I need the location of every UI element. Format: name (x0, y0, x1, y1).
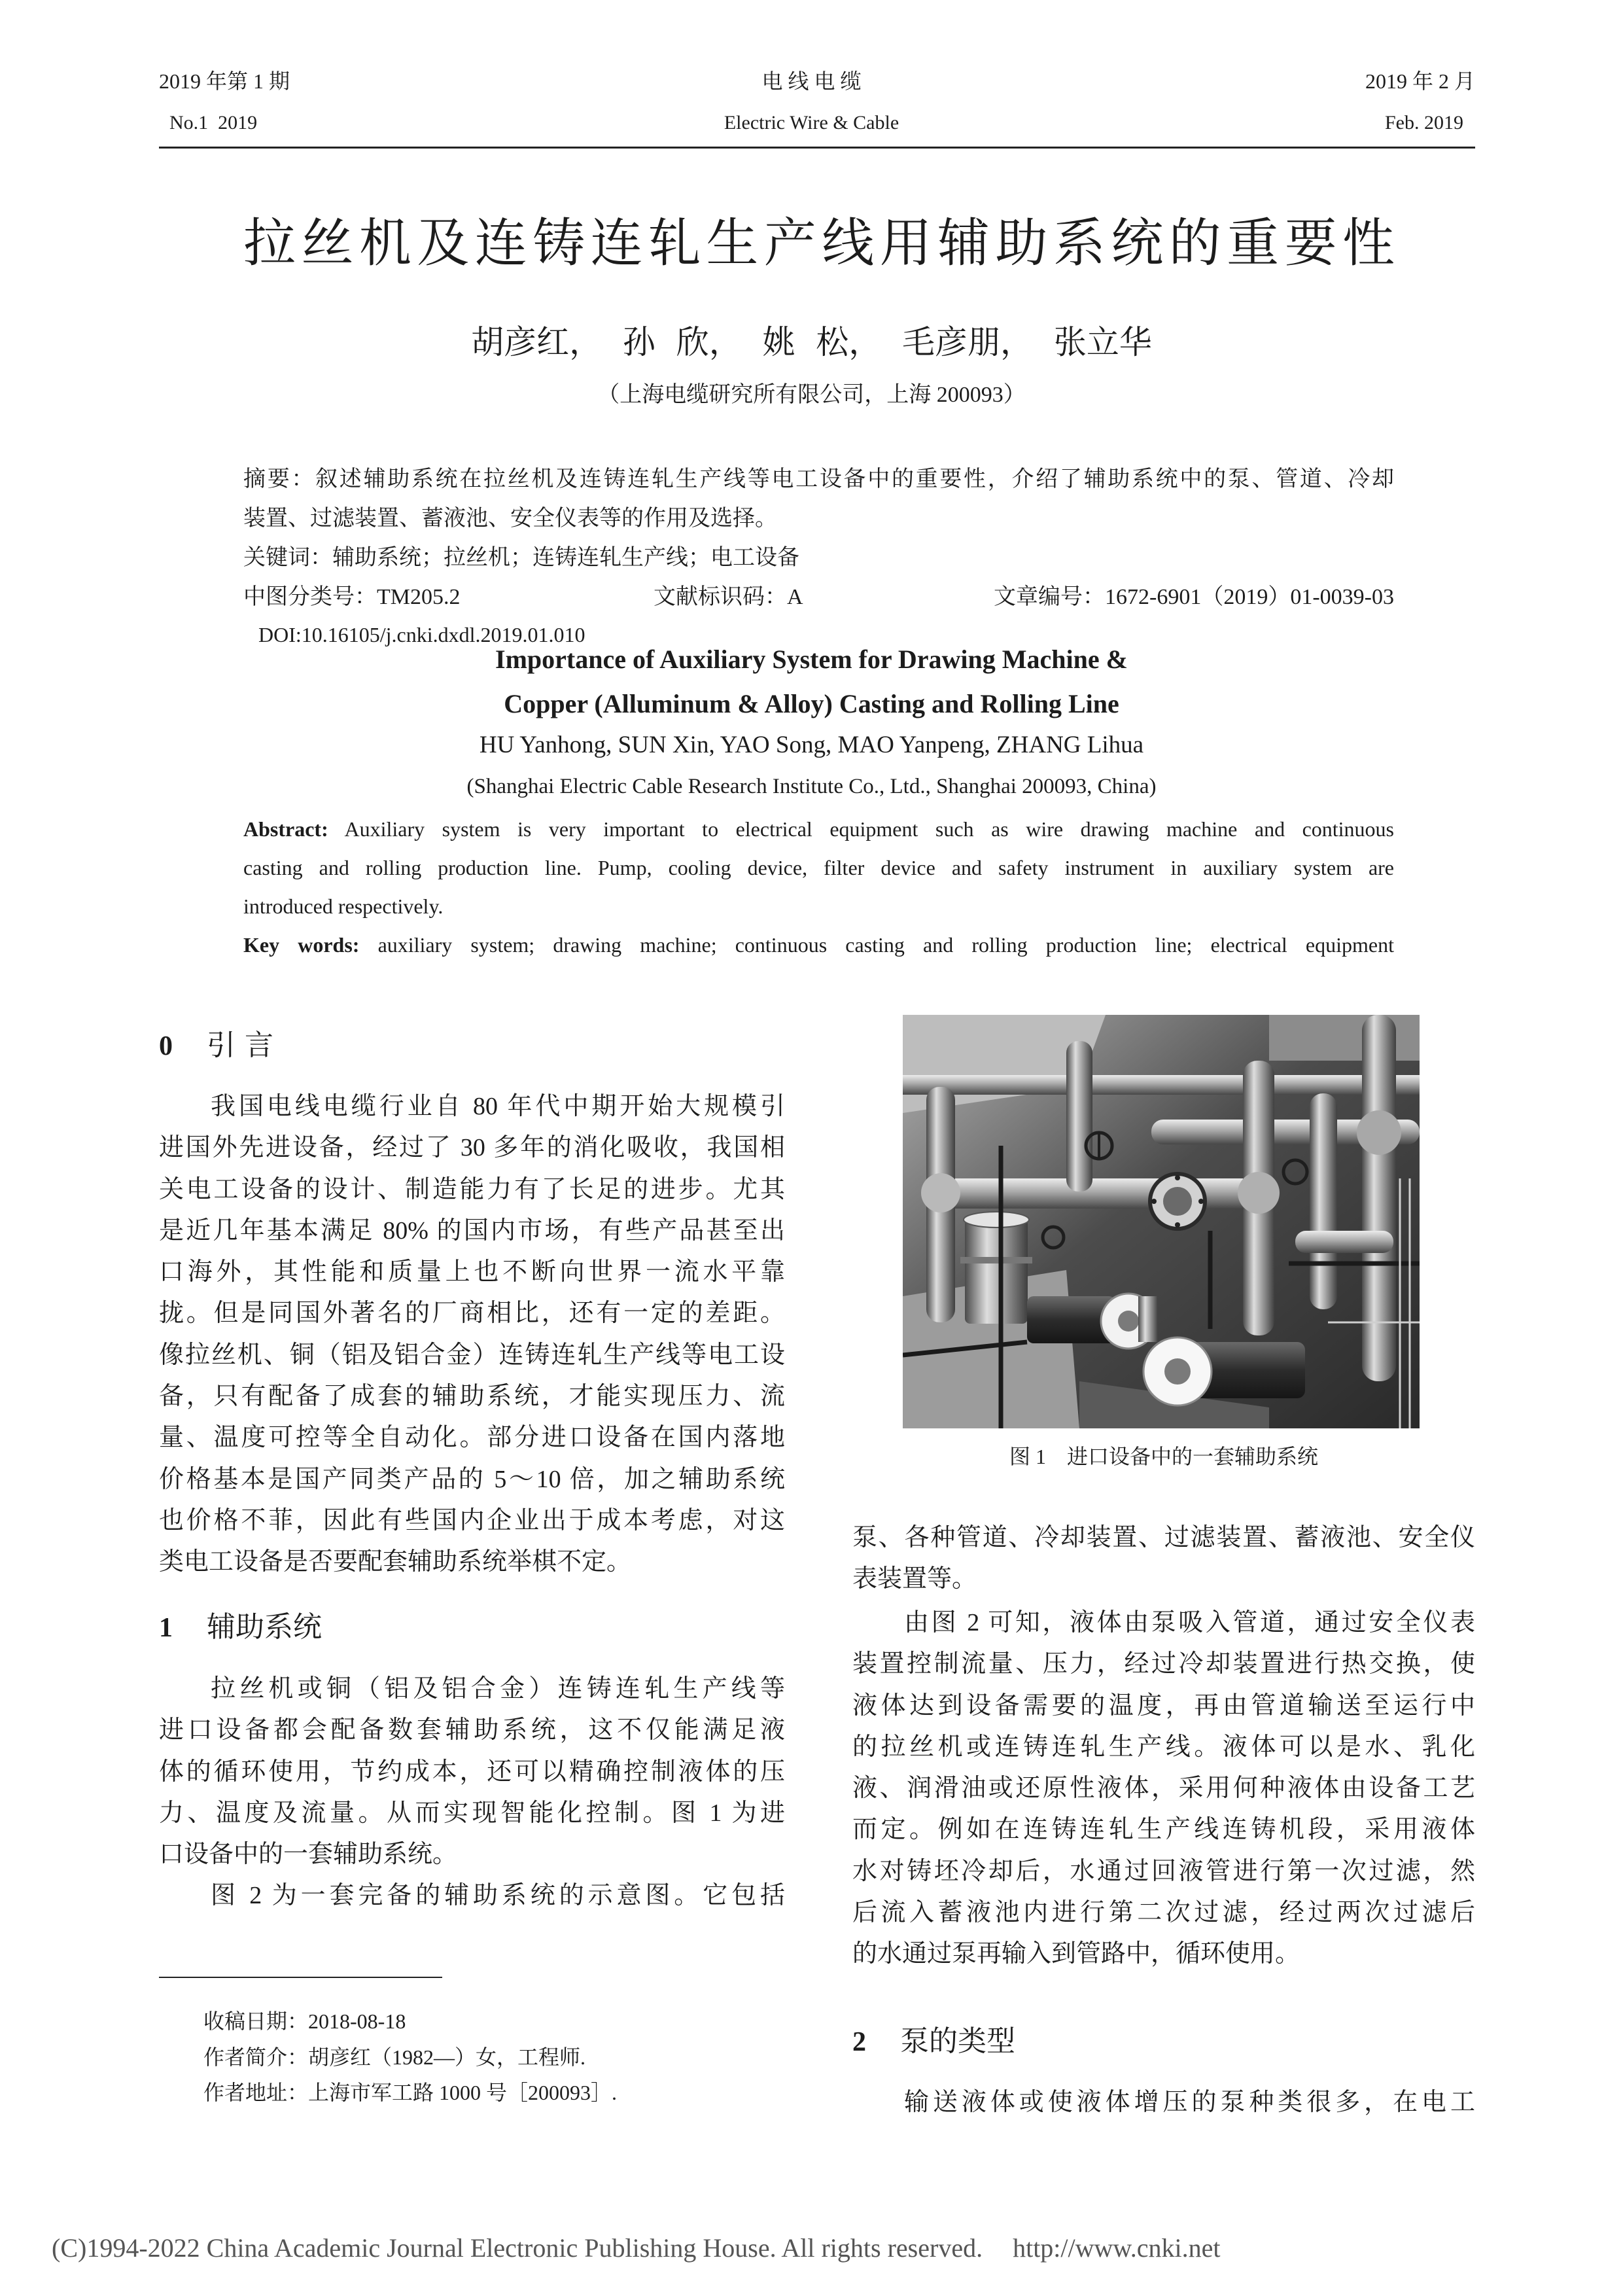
doi: DOI:10.16105/j.cnki.dxdl.2019.01.010 (258, 623, 585, 646)
sight-glass-flange (1150, 1174, 1205, 1229)
body-line: 拉丝机或铜（铝及铝合金）连铸连轧生产线等 (211, 1675, 785, 1703)
keywords-en-text: auxiliary system; drawing machine; continuous casting and rolling production line; electrical equipment (377, 933, 1394, 957)
affiliation-cn: （上海电缆研究所有限公司，上海 200093） (597, 383, 1026, 407)
abstract-en (243, 810, 1394, 964)
section-title: 泵的类型 (900, 2024, 1015, 2058)
body-line: 像拉丝机、铜（铝及铝合金）连铸连轧生产线等电工设 (159, 1341, 785, 1369)
section-0-heading (159, 1025, 273, 1066)
figure-1-caption-text: 进口设备中的一套辅助系统 (1067, 1445, 1319, 1468)
footnotes (203, 2004, 617, 2111)
body-line: 是近几年基本满足 80% 的国内市场，有些产品甚至出 (159, 1216, 785, 1245)
title-en-line: Importance of Auxiliary System for Drawing Machine & (495, 645, 1128, 674)
abstract-en-line: casting and rolling production line. Pump, cooling device, filter device and safety instrument in auxiliary system are (243, 856, 1394, 879)
body-line: 进国外先进设备，经过了 30 多年的消化吸收，我国相 (159, 1134, 785, 1162)
abstract-en-text: Auxiliary system is very important to electrical equipment such as wire drawing machine and continuous (344, 817, 1394, 841)
section-title: 辅助系统 (207, 1610, 322, 1644)
section-1-body (159, 1669, 785, 1917)
right-paragraph-a (852, 1517, 1475, 1600)
body-line: 进口设备都会配备数套辅助系统，这不仅能满足液 (159, 1716, 785, 1744)
header-rule (159, 147, 1475, 149)
cnki-url[interactable]: http://www.cnki.net (1013, 2233, 1221, 2263)
section-number: 1 (159, 1613, 173, 1643)
section-number: 2 (852, 2027, 866, 2057)
filter-housing (960, 1212, 1032, 1324)
keywords-en-line (243, 926, 1394, 964)
abstract-en-label: Abstract: (243, 817, 328, 841)
abstract-cn-line: 摘要：叙述辅助系统在拉丝机及连铸连轧生产线等电工设备中的重要性，介绍了辅助系统中的泵、管道、冷却 (243, 467, 1394, 491)
date-cn: 2019 年 2 月 (1365, 69, 1475, 93)
body-line: 价格基本是国产同类产品的 5～10 倍，加之辅助系统 (159, 1465, 785, 1493)
figure-1-photo (903, 1015, 1420, 1428)
section-2-heading (852, 2021, 1015, 2062)
copyright-footer (52, 2232, 1220, 2265)
author-address: 作者地址：上海市军工路 1000 号［200093］. (203, 2081, 618, 2104)
clc-number: 中图分类号：TM205.2 (243, 585, 461, 609)
body-line: 体的循环使用，节约成本，还可以精确控制液体的压 (159, 1757, 785, 1786)
abstract-cn (243, 460, 1394, 617)
body-line: 由图 2 可知，液体由泵吸入管道，通过安全仪表 (904, 1609, 1475, 1636)
body-line: 拢。但是同国外著名的厂商相比，还有一定的差距。 (159, 1299, 785, 1328)
article-number: 文章编号：1672-6901（2019）01-0039-03 (994, 585, 1394, 609)
body-line: 也价格不菲，因此有些国内企业出于成本考虑，对这 (159, 1506, 785, 1534)
keywords-en-label: Key words: (243, 933, 360, 957)
body-line: 类电工设备是否要配套辅助系统举棋不定。 (159, 1548, 632, 1576)
body-line: 输送液体或使液体增压的泵种类很多，在电工 (904, 2089, 1475, 2116)
right-paragraph-b (852, 1602, 1475, 1975)
body-line: 关电工设备的设计、制造能力有了长足的进步。尤其 (159, 1175, 785, 1203)
body-line: 液体达到设备需要的温度，再由管道输送至运行中 (852, 1691, 1475, 1720)
body-line: 表装置等。 (852, 1565, 977, 1593)
body-line: 液、润滑油或还原性液体，采用何种液体由设备工艺 (852, 1775, 1475, 1803)
issue-en: No.1 2019 (169, 112, 258, 133)
body-line: 口设备中的一套辅助系统。 (159, 1841, 458, 1869)
body-line: 后流入蓄液池内进行第二次过滤，经过两次过滤后 (852, 1899, 1475, 1927)
section-title: 引 言 (207, 1029, 273, 1062)
paper-title: 拉丝机及连铸连轧生产线用辅助系统的重要性 (243, 213, 1395, 274)
document-code: 文献标识码：A (654, 585, 803, 609)
received-date: 收稿日期：2018-08-18 (203, 2009, 406, 2033)
body-line: 量、温度可控等全自动化。部分进口设备在国内落地 (159, 1424, 785, 1452)
keywords-cn: 关键词：辅助系统；拉丝机；连铸连轧生产线；电工设备 (243, 546, 799, 570)
body-line: 力、温度及流量。从而实现智能化控制。图 1 为进 (159, 1799, 785, 1827)
issue-cn: 2019 年第 1 期 (159, 69, 290, 93)
body-line: 的水通过泵再输入到管路中，循环使用。 (852, 1940, 1300, 1968)
copyright-text: (C)1994-2022 China Academic Journal Electronic Publishing House. All rights reserved. (52, 2233, 983, 2263)
section-2-body (852, 2082, 1475, 2123)
figure-1-label: 图 1 (1009, 1445, 1046, 1468)
body-line: 水对铸坯冷却后，水通过回液管进行第一次过滤，然 (852, 1857, 1475, 1885)
classification-row (243, 578, 1394, 617)
body-line: 的拉丝机或连铸连轧生产线。液体可以是水、乳化 (852, 1733, 1475, 1761)
affiliation-en: (Shanghai Electric Cable Research Institute Co., Ltd., Shanghai 200093, China) (466, 775, 1157, 798)
section-number: 0 (159, 1031, 173, 1061)
journal-cn: 电 线 电 缆 (761, 69, 862, 93)
authors-en: HU Yanhong, SUN Xin, YAO Song, MAO Yanpeng, ZHANG Lihua (479, 732, 1144, 758)
authors-cn: 胡彦红， 孙 欣， 姚 松， 毛彦朋， 张立华 (471, 323, 1152, 361)
title-en-line: Copper (Alluminum & Alloy) Casting and Rolling Line (504, 689, 1119, 718)
abstract-en-line (243, 810, 1394, 849)
journal-en: Electric Wire & Cable (724, 112, 899, 133)
footnote-rule (159, 1977, 442, 1978)
body-line: 泵、各种管道、冷却装置、过滤装置、蓄液池、安全仪 (852, 1524, 1475, 1551)
section-0-body (159, 1086, 785, 1583)
body-line: 口海外，其性能和质量上也不断向世界一流水平靠 (159, 1258, 785, 1286)
body-line: 备，只有配备了成套的辅助系统，才能实现压力、流 (159, 1383, 785, 1411)
body-line: 我国电线电缆行业自 80 年代中期开始大规模引 (211, 1093, 785, 1120)
header-date (1365, 61, 1475, 143)
abstract-cn-line: 装置、过滤装置、蓄液池、安全仪表等的作用及选择。 (243, 506, 777, 531)
body-line: 装置控制流量、压力，经过冷却装置进行热交换，使 (852, 1650, 1475, 1678)
abstract-en-line: introduced respectively. (243, 894, 444, 918)
body-line: 而定。例如在连铸连轧生产线连铸机段，采用液体 (852, 1816, 1475, 1844)
author-bio: 作者简介：胡彦红（1982—）女，工程师. (203, 2045, 586, 2069)
date-en: Feb. 2019 (1385, 112, 1463, 133)
figure-1-caption (852, 1439, 1475, 1474)
pump-1 (1027, 1294, 1156, 1349)
body-line: 图 2 为一套完备的辅助系统的示意图。它包括 (211, 1882, 785, 1910)
section-1-heading (159, 1606, 322, 1648)
